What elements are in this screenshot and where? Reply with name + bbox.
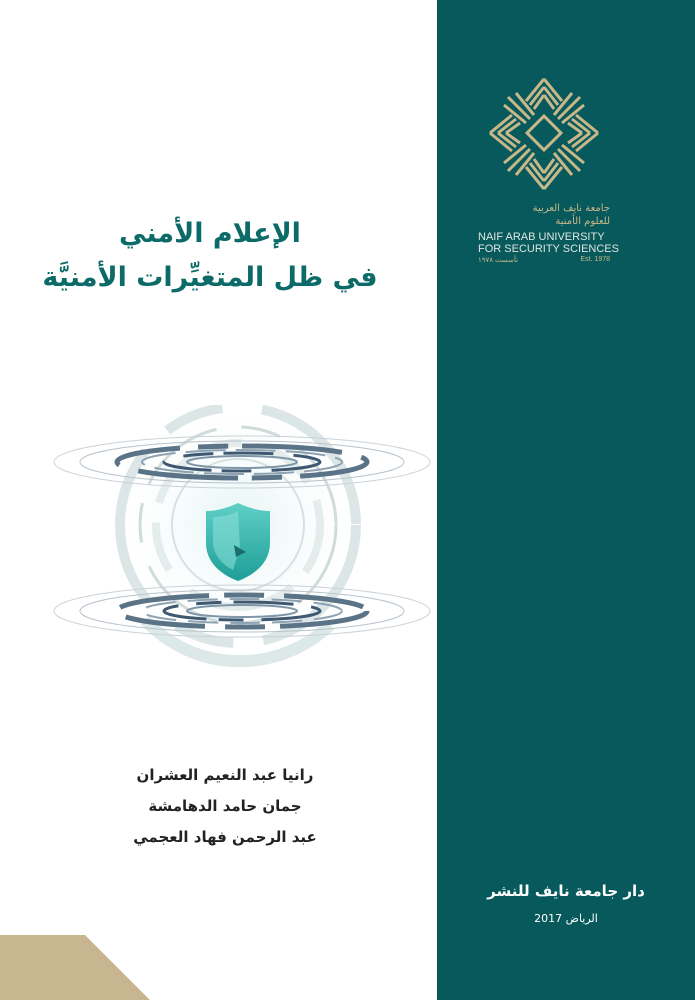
publisher-place-year: الرياض 2017 [534, 912, 598, 925]
university-name-en-line1: NAIF ARAB UNIVERSITY [478, 231, 605, 243]
publisher-name: دار جامعة نايف للنشر [487, 882, 645, 900]
author-1: رانيا عبد النعيم العشران [136, 766, 314, 784]
authors-list [100, 760, 350, 853]
book-title [40, 212, 380, 300]
university-name-ar-line1: جامعة نايف العربية [532, 203, 610, 214]
security-shield-illustration [50, 405, 435, 705]
star-emblem-icon [486, 75, 602, 193]
university-name-en-line2: FOR SECURITY SCIENCES [478, 243, 619, 255]
title-line-2: في ظل المتغيِّرات الأمنيَّة [42, 262, 378, 293]
university-logo [478, 75, 618, 275]
university-name-ar-line2: للعلوم الأمنية [555, 216, 610, 227]
established-ar: تأسست ١٩٧٨ [478, 257, 519, 264]
publisher-block [437, 878, 695, 928]
title-line-1: الإعلام الأمني [119, 218, 301, 249]
corner-accent-shape [0, 935, 150, 1000]
established-en: Est. 1978 [580, 256, 610, 263]
author-3: عبد الرحمن فهاد العجمي [133, 828, 317, 846]
author-2: جمان حامد الدهامشة [148, 797, 302, 815]
